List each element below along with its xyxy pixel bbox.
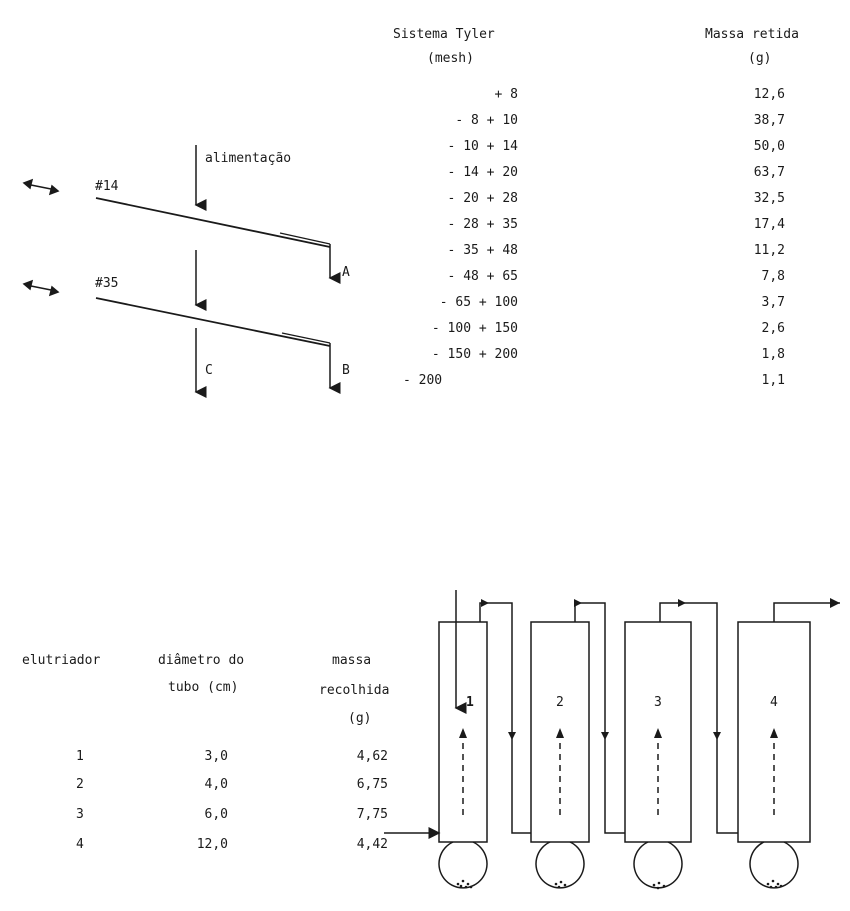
transfer-pipe-3-4 <box>660 603 738 833</box>
elutriator-diameter-cell: 12,0 <box>196 837 228 852</box>
sieve-mesh-cell: - 48 + 65 <box>447 269 518 284</box>
sieve-mesh-cell: - 28 + 35 <box>447 217 518 232</box>
elutriator-diameter-cell: 4,0 <box>204 777 228 792</box>
sieve-mass-cell: 11,2 <box>753 243 785 258</box>
column-3-label: 3 <box>654 695 662 710</box>
sieve-header-mesh-unit: (mesh) <box>427 51 474 66</box>
sieve-mesh-cell: - 100 + 150 <box>431 321 518 336</box>
sieve-mesh-cell: - 14 + 20 <box>447 165 518 180</box>
sieve-mass-cell: 50,0 <box>753 139 785 154</box>
sieve-header-mesh: Sistema Tyler <box>393 27 495 42</box>
transfer-pipe-2-3 <box>575 603 625 833</box>
elutriator-header-id: elutriador <box>22 653 101 668</box>
sieve-mass-cell: 3,7 <box>761 295 785 310</box>
elutriator-header-diameter: diâmetro do <box>158 653 245 668</box>
elutriator-header-mass: massa <box>332 653 372 668</box>
sieve-mesh-cell: - 35 + 48 <box>447 243 518 258</box>
column-4-label: 4 <box>770 695 778 710</box>
sieve-mass-cell: 12,6 <box>753 87 785 102</box>
sediment-dots <box>457 880 783 890</box>
column-1-label: 1 <box>466 695 474 710</box>
outlet-c-label: C <box>205 363 213 378</box>
elutriator-header-diameter-unit: tubo (cm) <box>168 680 239 695</box>
sieve-header-mass-unit: (g) <box>748 51 772 66</box>
elutriator-header-mass-unit: (g) <box>348 711 372 726</box>
screen-14-label: #14 <box>95 179 119 194</box>
sieve-mass-cell: 1,1 <box>761 373 785 388</box>
elutriator-mass-cell: 6,75 <box>356 777 388 792</box>
elutriator-mass-cell: 4,42 <box>356 837 388 852</box>
sieve-mesh-cell: - 10 + 14 <box>447 139 518 154</box>
elutriator-id-cell: 1 <box>76 749 84 764</box>
feed-label: alimentação <box>205 151 292 166</box>
sieve-mass-cell: 63,7 <box>753 165 785 180</box>
sieve-mesh-cell: - 20 + 28 <box>447 191 518 206</box>
sieve-mesh-cell: - 65 + 100 <box>439 295 518 310</box>
sieve-mesh-cell: + 8 <box>455 87 518 102</box>
sieve-mass-cell: 1,8 <box>761 347 785 362</box>
sieve-mass-cell: 2,6 <box>761 321 785 336</box>
collector-bulb-2 <box>536 842 584 888</box>
elutriator-diameter-cell: 6,0 <box>204 807 228 822</box>
elutriator-id-cell: 4 <box>76 837 84 852</box>
screen-35-label: #35 <box>95 276 119 291</box>
elutriator-mass-cell: 4,62 <box>356 749 388 764</box>
outlet-b-label: B <box>342 363 350 378</box>
sieve-mass-cell: 38,7 <box>753 113 785 128</box>
elutriator-diameter-cell: 3,0 <box>204 749 228 764</box>
sieve-mesh-cell: - 200 <box>403 373 443 388</box>
sieve-mesh-cell: - 150 + 200 <box>431 347 518 362</box>
sieve-mass-cell: 32,5 <box>753 191 785 206</box>
column-2-label: 2 <box>556 695 564 710</box>
elutriator-id-cell: 2 <box>76 777 84 792</box>
sieve-mesh-cell: - 8 + 10 <box>455 113 518 128</box>
sieve-mass-cell: 17,4 <box>753 217 785 232</box>
elutriator-header-mass-2: recolhida <box>319 683 390 698</box>
elutriator-mass-cell: 7,75 <box>356 807 388 822</box>
collector-bulb-3 <box>634 842 682 888</box>
sieve-mass-cell: 7,8 <box>761 269 785 284</box>
elutriator-id-cell: 3 <box>76 807 84 822</box>
sieve-header-mass: Massa retida <box>705 27 799 42</box>
outlet-a-label: A <box>342 265 350 280</box>
